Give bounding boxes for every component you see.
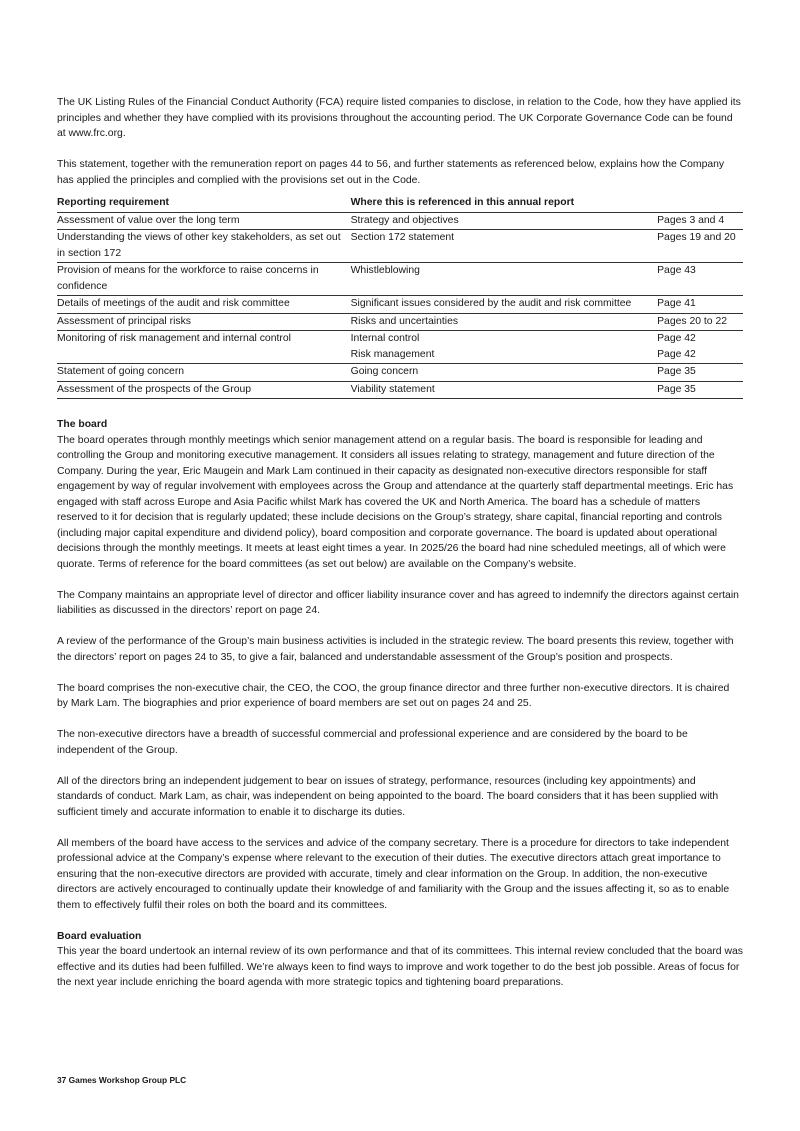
cell-requirement: Assessment of the prospects of the Group xyxy=(57,381,351,399)
cell-page-line-2: Page 42 xyxy=(657,348,696,360)
cell-reference xyxy=(351,331,657,364)
board-paragraph: The Company maintains an appropriate level of director and officer liability insurance cover and has agreed to indemnify the directors against certain liabilities as discussed in the directors’ report on page 24. xyxy=(57,589,739,616)
cell-requirement: Assessment of value over the long term xyxy=(57,212,351,230)
evaluation-paragraph: This year the board undertook an internal review of its own performance and that of its committees. This internal review concluded that the board was effective and its duties had been fulfilled. We’re always keen to find ways to improve and work together to do the best job possible. Areas of focus for the next year include enriching the board agenda with more strategic topics and tightening board preparations. xyxy=(57,946,743,988)
cell-page: Pages 19 and 20 xyxy=(657,230,743,263)
document-body xyxy=(57,95,743,1006)
cell-page: Page 43 xyxy=(657,263,743,296)
cell-page-line-1: Page 42 xyxy=(657,333,696,344)
board-paragraph: The board comprises the non-executive chair, the CEO, the COO, the group finance director and three further non-executive directors. It is chaired by Mark Lam. The biographies and prior experience of board members are set out on pages 24 and 25. xyxy=(57,682,730,709)
cell-reference: Strategy and objectives xyxy=(351,212,657,230)
table-row xyxy=(57,263,743,296)
cell-page: Page 35 xyxy=(657,364,743,382)
cell-requirement: Monitoring of risk management and internal control xyxy=(57,331,351,364)
table-header-row xyxy=(57,195,743,212)
table-row xyxy=(57,364,743,382)
cell-requirement: Understanding the views of other key stakeholders, as set out in section 172 xyxy=(57,230,351,263)
cell-reference: Section 172 statement xyxy=(351,230,657,263)
cell-reference: Significant issues considered by the audit and risk committee xyxy=(351,296,657,314)
cell-page: Pages 3 and 4 xyxy=(657,212,743,230)
board-paragraph: The non-executive directors have a breadth of successful commercial and professional experience and are considered by the board to be independent of the Group. xyxy=(57,729,688,756)
cell-page: Page 41 xyxy=(657,296,743,314)
cell-reference: Risks and uncertainties xyxy=(351,313,657,331)
intro-paragraph-2: This statement, together with the remuneration report on pages 44 to 56, and further statements as referenced below, explains how the Company has applied the principles and complied with the provisions set out in the Code. xyxy=(57,159,725,186)
evaluation-heading: Board evaluation xyxy=(57,930,142,942)
cell-requirement: Provision of means for the workforce to raise concerns in confidence xyxy=(57,263,351,296)
table-row xyxy=(57,212,743,230)
board-paragraph: All of the directors bring an independent judgement to bear on issues of strategy, performance, resources (including key appointments) and standards of conduct. Mark Lam, as chair, was independent on being appointed to the board. The board considers that it has been supplied with sufficient timely and accurate information to enable it to discharge its duties. xyxy=(57,775,719,818)
cell-reference: Going concern xyxy=(351,364,657,382)
page-footer: 37 Games Workshop Group PLC xyxy=(57,1075,187,1085)
cell-reference: Viability statement xyxy=(351,381,657,399)
cell-page: Pages 20 to 22 xyxy=(657,313,743,331)
cell-reference-line-1: Internal control xyxy=(350,333,420,344)
intro-paragraph-1: The UK Listing Rules of the Financial Conduct Authority (FCA) require listed companies to disclose, in relation to the Code, how they have applied its principles and whether they have complied with its provisions throughout the accounting period. The UK Corporate Governance Code can be found at www.frc.org. xyxy=(57,97,741,139)
cell-page xyxy=(657,331,743,364)
cell-reference-line-2: Risk management xyxy=(350,348,435,360)
table-row xyxy=(57,381,743,399)
board-paragraph: A review of the performance of the Group’s main business activities is included in the strategic review. The board presents this review, together with the directors’ report on pages 24 to 35, to give a fair, balanced and understandable assessment of the Group’s position and prospects. xyxy=(57,636,734,663)
table-row xyxy=(57,331,743,364)
table-row xyxy=(57,230,743,263)
header-requirement: Reporting requirement xyxy=(57,195,351,212)
cell-page: Page 35 xyxy=(657,381,743,399)
table-row xyxy=(57,313,743,331)
header-page xyxy=(657,195,743,212)
table-row xyxy=(57,296,743,314)
board-paragraph: All members of the board have access to the services and advice of the company secretary. There is a procedure for directors to take independent professional advice at the Company’s expense where relevant to the execution of their duties. The executive directors attach great importance to ensuring that the non-executive directors are provided with accurate, timely and clear information on the Group. In addition, the non-executive directors are actively encouraged to continually update their knowledge of and familiarity with the Group and the issues affecting it, so as to enable them to effectively fulfil their roles on both the board and its committees. xyxy=(57,837,730,911)
cell-requirement: Statement of going concern xyxy=(57,364,351,382)
board-paragraph: The board operates through monthly meetings which senior management attend on a regular basis. The board is responsible for leading and controlling the Group and monitoring executive management. It considers all issues relating to strategy, management and future direction of the Company. During the year, Eric Maugein and Mark Lam continued in their capacity as designated non-executive directors responsible for staff engagement by way of regular involvement with employees across the Group and attendance at the quarterly staff departmental meetings. Eric has engaged with staff across Europe and Asia Pacific whilst Mark has covered the UK and North America. The board has a schedule of matters reserved to it for decision that is regularly updated; these include decisions on the Group’s strategy, share capital, financial reporting and controls (including major capital expenditure and dividend policy), board composition and corporate governance. The board is updated about operational decisions through the monthly meetings. It meets at least eight times a year. In 2025/26 the board had nine scheduled meetings, all of which were quorate. Terms of reference for the board committees (as set out below) are available on the Company’s website. xyxy=(57,434,734,570)
board-heading: The board xyxy=(57,419,108,430)
header-reference: Where this is referenced in this annual report xyxy=(351,195,657,212)
cell-reference: Whistleblowing xyxy=(351,263,657,296)
cell-requirement: Assessment of principal risks xyxy=(57,313,351,331)
reporting-table xyxy=(57,195,743,399)
cell-requirement: Details of meetings of the audit and risk committee xyxy=(57,296,351,314)
